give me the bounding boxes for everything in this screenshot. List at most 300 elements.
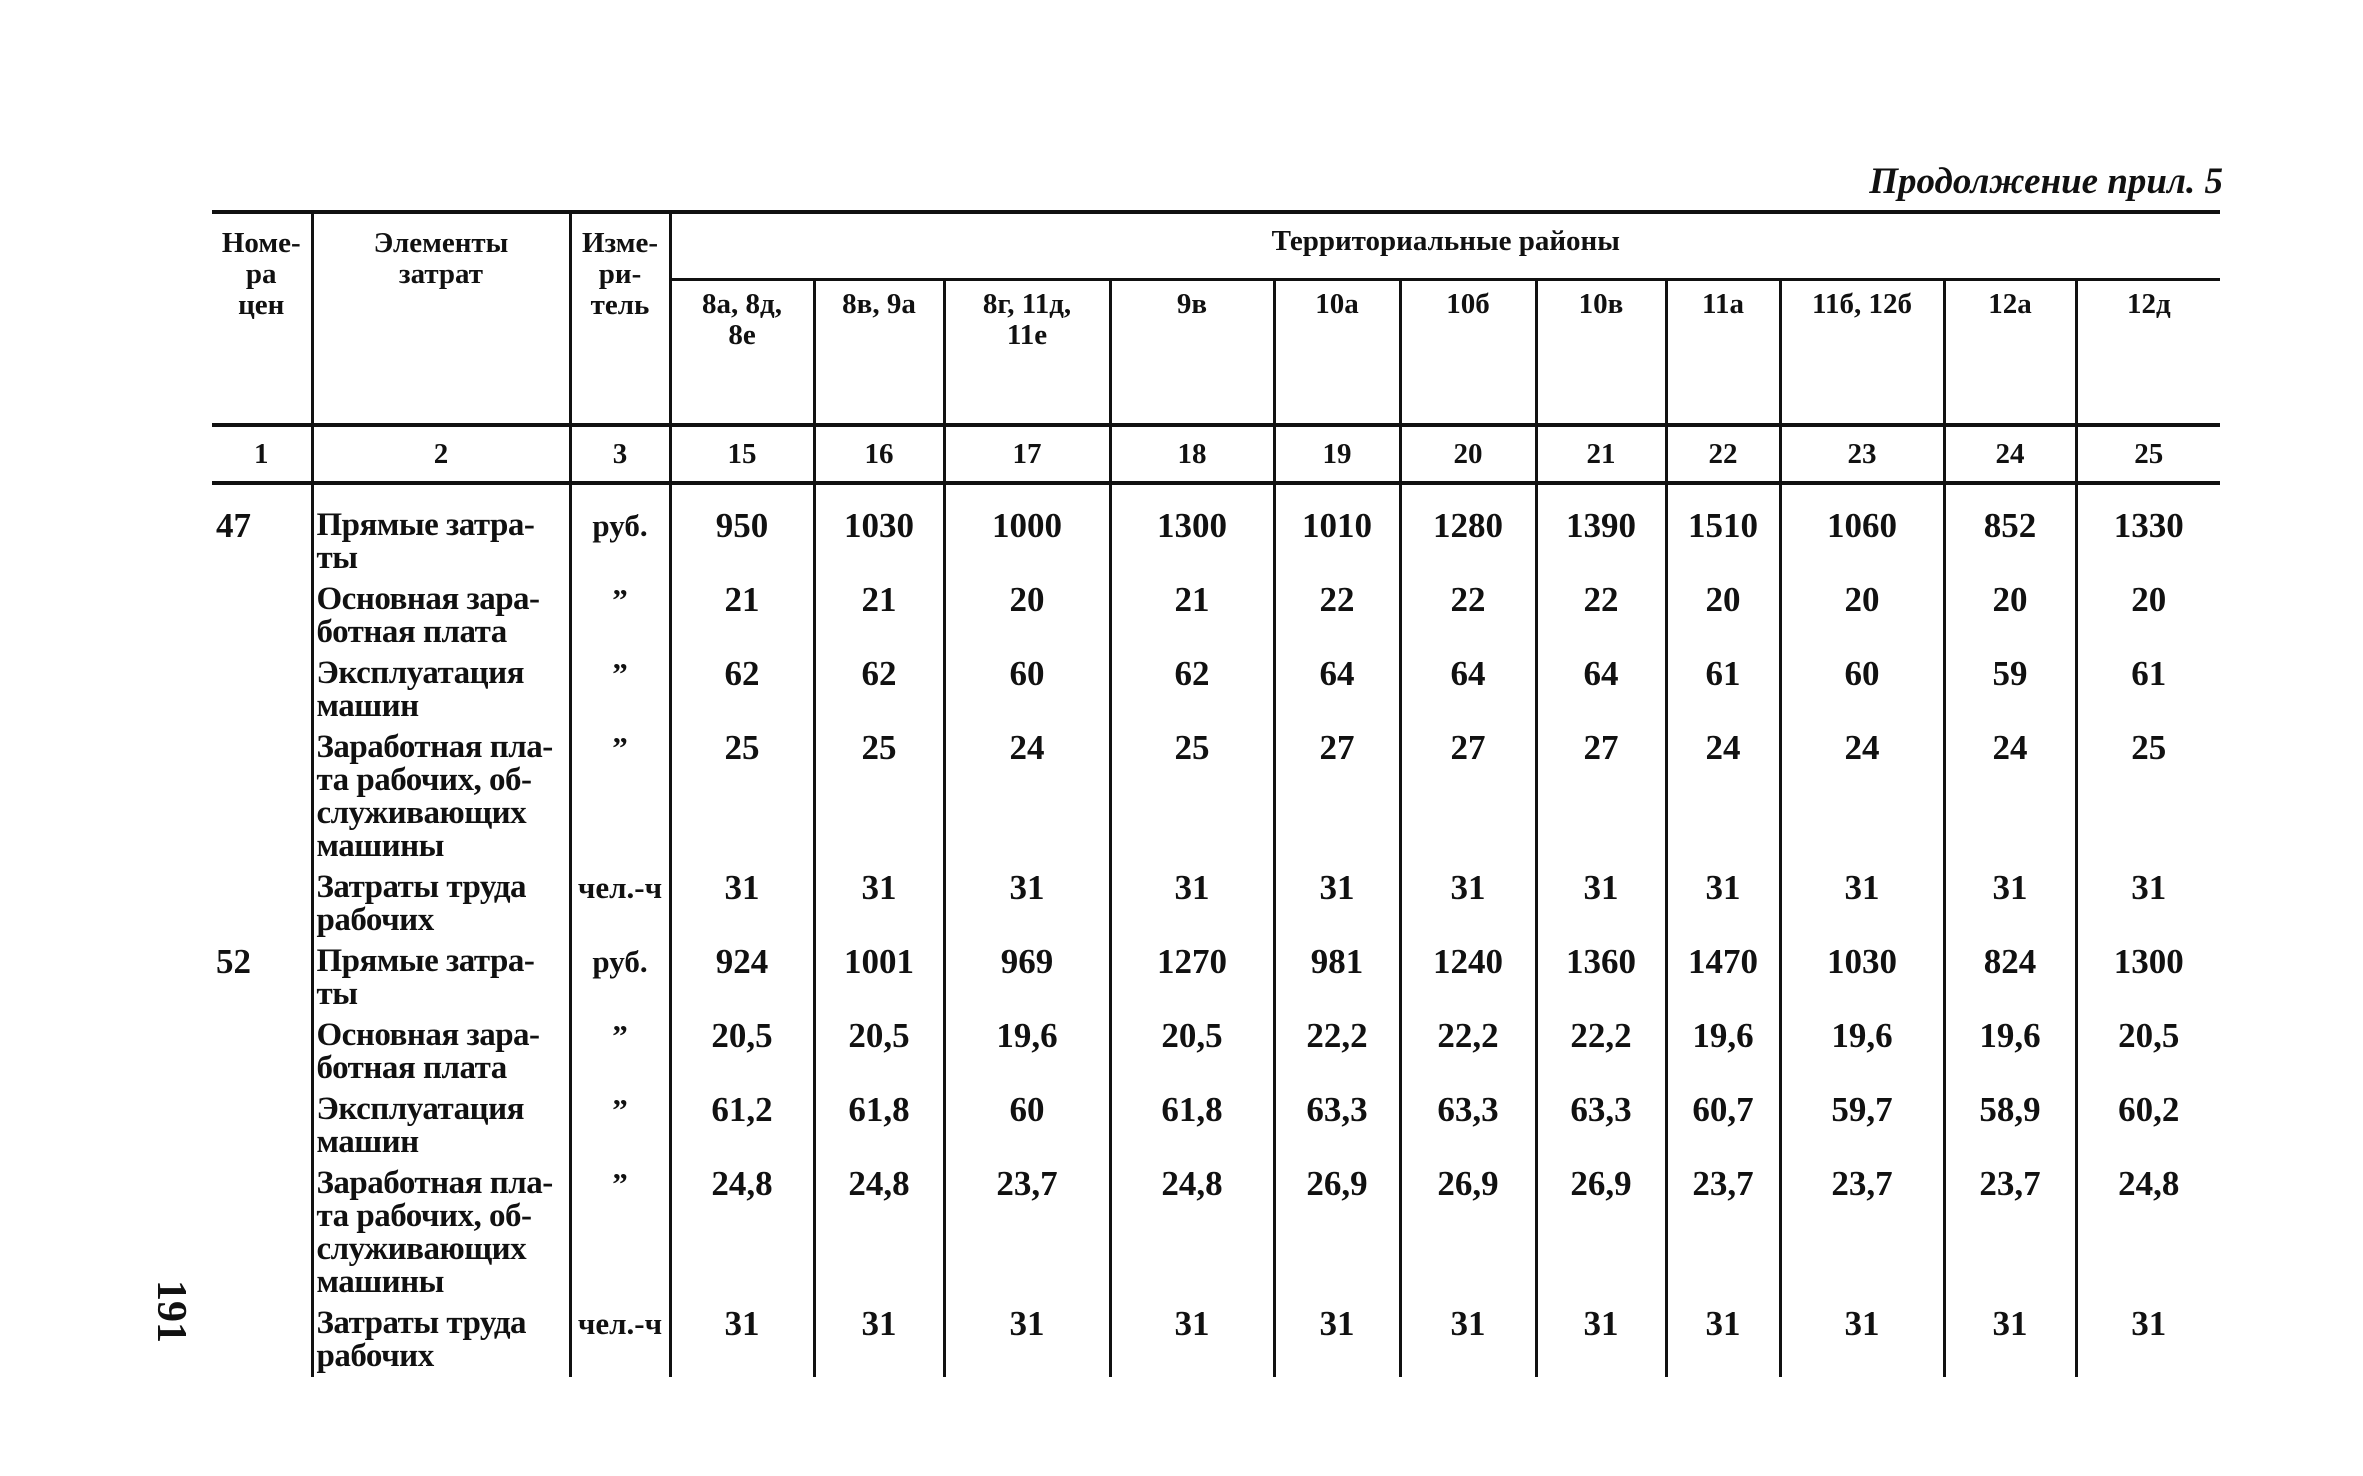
value-cell bbox=[1110, 505, 1274, 579]
value-cell-text: 31 bbox=[1450, 1304, 1486, 1343]
value-cell bbox=[814, 867, 944, 941]
value-cell-text: 61 bbox=[1705, 654, 1741, 693]
value-cell bbox=[1536, 941, 1666, 1015]
value-cell bbox=[1780, 1089, 1944, 1163]
column-number: 20 bbox=[1400, 425, 1536, 483]
value-cell-text: 62 bbox=[861, 654, 897, 693]
table-row bbox=[212, 653, 2220, 727]
header-region bbox=[1400, 280, 1536, 426]
value-cell bbox=[1780, 1303, 1944, 1377]
cost-element-cell bbox=[312, 1015, 570, 1089]
value-cell-text: 27 bbox=[1319, 728, 1355, 767]
value-cell-text: 31 bbox=[724, 1304, 760, 1343]
unit-cell-text: руб. bbox=[592, 944, 648, 979]
value-cell-text: 22,2 bbox=[1306, 1016, 1368, 1055]
value-cell-text: 31 bbox=[1319, 1304, 1355, 1343]
cost-element-cell bbox=[312, 727, 570, 867]
value-cell-text: 31 bbox=[1705, 868, 1741, 907]
price-number-cell bbox=[212, 579, 312, 653]
value-cell-text: 1390 bbox=[1566, 506, 1636, 545]
value-cell-text: 1030 bbox=[1827, 942, 1897, 981]
value-cell-text: 60 bbox=[1009, 1090, 1045, 1129]
unit-cell-text: чел.-ч bbox=[577, 870, 663, 905]
header-region-text: 10в bbox=[1578, 288, 1624, 320]
value-cell-text: 24,8 bbox=[2118, 1164, 2180, 1203]
price-number-cell bbox=[212, 727, 312, 867]
value-cell bbox=[1536, 867, 1666, 941]
unit-cell bbox=[570, 1163, 670, 1303]
value-cell bbox=[1274, 1303, 1400, 1377]
value-cell bbox=[814, 579, 944, 653]
value-cell bbox=[1666, 1163, 1780, 1303]
value-cell bbox=[814, 1303, 944, 1377]
value-cell-text: 31 bbox=[1992, 1304, 2028, 1343]
value-cell-text: 31 bbox=[1992, 868, 2028, 907]
value-cell-text: 31 bbox=[1450, 868, 1486, 907]
value-cell-text: 19,6 bbox=[1831, 1016, 1893, 1055]
value-cell-text: 20 bbox=[1009, 580, 1045, 619]
value-cell bbox=[814, 727, 944, 867]
price-number-cell bbox=[212, 941, 312, 1015]
value-cell-text: 63,3 bbox=[1306, 1090, 1368, 1129]
value-cell bbox=[1944, 1089, 2076, 1163]
value-cell bbox=[1274, 505, 1400, 579]
value-cell bbox=[1666, 941, 1780, 1015]
value-cell-text: 63,3 bbox=[1437, 1090, 1499, 1129]
header-region bbox=[814, 280, 944, 426]
value-cell bbox=[670, 941, 814, 1015]
value-cell bbox=[2076, 941, 2220, 1015]
table-row bbox=[212, 1015, 2220, 1089]
value-cell bbox=[1110, 579, 1274, 653]
value-cell bbox=[1274, 1015, 1400, 1089]
header-region bbox=[670, 280, 814, 426]
cost-element-cell bbox=[312, 1089, 570, 1163]
value-cell-text: 22 bbox=[1450, 580, 1486, 619]
value-cell-text: 62 bbox=[724, 654, 760, 693]
value-cell-text: 61,8 bbox=[1161, 1090, 1223, 1129]
table-row bbox=[212, 505, 2220, 579]
value-cell-text: 1510 bbox=[1688, 506, 1758, 545]
header-region bbox=[1944, 280, 2076, 426]
table-row bbox=[212, 579, 2220, 653]
value-cell bbox=[1536, 653, 1666, 727]
value-cell bbox=[1780, 579, 1944, 653]
value-cell bbox=[1274, 867, 1400, 941]
value-cell bbox=[1666, 1303, 1780, 1377]
value-cell-text: 31 bbox=[861, 1304, 897, 1343]
column-number: 23 bbox=[1780, 425, 1944, 483]
value-cell bbox=[1666, 727, 1780, 867]
value-cell bbox=[1400, 727, 1536, 867]
value-cell bbox=[1944, 1015, 2076, 1089]
value-cell-text: 61,2 bbox=[711, 1090, 773, 1129]
price-number-cell-text: 47 bbox=[216, 506, 251, 545]
column-number: 24 bbox=[1944, 425, 2076, 483]
cost-element-cell-text: Прямые затра- ты bbox=[316, 507, 535, 576]
value-cell-text: 61 bbox=[2131, 654, 2167, 693]
header-region bbox=[944, 280, 1110, 426]
value-cell bbox=[1944, 1163, 2076, 1303]
value-cell-text: 1280 bbox=[1433, 506, 1503, 545]
cost-element-cell bbox=[312, 653, 570, 727]
value-cell bbox=[1536, 727, 1666, 867]
column-number: 15 bbox=[670, 425, 814, 483]
value-cell bbox=[1666, 653, 1780, 727]
value-cell-text: 19,6 bbox=[1692, 1016, 1754, 1055]
value-cell bbox=[2076, 867, 2220, 941]
cost-element-cell-text: Затраты труда рабочих bbox=[316, 1305, 527, 1374]
value-cell-text: 981 bbox=[1310, 942, 1364, 981]
value-cell-text: 24 bbox=[1844, 728, 1880, 767]
value-cell bbox=[1110, 867, 1274, 941]
value-cell bbox=[814, 1015, 944, 1089]
cost-element-cell-text: Основная зара- ботная плата bbox=[316, 581, 540, 650]
value-cell-text: 64 bbox=[1450, 654, 1486, 693]
value-cell bbox=[1944, 867, 2076, 941]
cost-element-cell bbox=[312, 867, 570, 941]
table-row bbox=[212, 941, 2220, 1015]
spacer-cell bbox=[2076, 483, 2220, 505]
header-unit bbox=[570, 212, 670, 425]
value-cell-text: 31 bbox=[724, 868, 760, 907]
value-cell bbox=[1536, 1015, 1666, 1089]
value-cell-text: 19,6 bbox=[996, 1016, 1058, 1055]
value-cell bbox=[2076, 1089, 2220, 1163]
value-cell-text: 31 bbox=[1009, 1304, 1045, 1343]
header-cost-elements-text: Элементы затрат bbox=[373, 227, 509, 290]
unit-cell-text: ” bbox=[612, 1018, 628, 1053]
price-number-cell bbox=[212, 867, 312, 941]
value-cell bbox=[1536, 1303, 1666, 1377]
header-unit-text: Изме- ри- тель bbox=[581, 227, 659, 321]
table-row bbox=[212, 727, 2220, 867]
spacer-cell bbox=[1400, 483, 1536, 505]
value-cell bbox=[1400, 941, 1536, 1015]
cost-element-cell-text: Основная зара- ботная плата bbox=[316, 1017, 540, 1086]
price-table bbox=[212, 210, 2220, 1377]
value-cell-text: 20,5 bbox=[848, 1016, 910, 1055]
value-cell bbox=[1944, 579, 2076, 653]
value-cell bbox=[1666, 1089, 1780, 1163]
value-cell-text: 1001 bbox=[844, 942, 914, 981]
value-cell-text: 21 bbox=[724, 580, 760, 619]
cost-element-cell-text: Прямые затра- ты bbox=[316, 943, 535, 1012]
value-cell bbox=[1110, 1089, 1274, 1163]
value-cell-text: 64 bbox=[1319, 654, 1355, 693]
unit-cell bbox=[570, 653, 670, 727]
value-cell bbox=[814, 505, 944, 579]
value-cell bbox=[1400, 1303, 1536, 1377]
value-cell bbox=[2076, 1303, 2220, 1377]
table-row bbox=[212, 867, 2220, 941]
value-cell-text: 24,8 bbox=[711, 1164, 773, 1203]
value-cell-text: 31 bbox=[1844, 868, 1880, 907]
value-cell bbox=[1666, 1015, 1780, 1089]
value-cell-text: 1270 bbox=[1157, 942, 1227, 981]
value-cell bbox=[2076, 653, 2220, 727]
value-cell bbox=[2076, 1015, 2220, 1089]
value-cell bbox=[944, 505, 1110, 579]
header-region-text: 8а, 8д, 8е bbox=[702, 288, 782, 351]
value-cell bbox=[1944, 505, 2076, 579]
value-cell bbox=[1780, 941, 1944, 1015]
unit-cell bbox=[570, 1089, 670, 1163]
value-cell-text: 31 bbox=[1009, 868, 1045, 907]
value-cell-text: 20 bbox=[1992, 580, 2028, 619]
value-cell bbox=[814, 1089, 944, 1163]
spacer-cell bbox=[1536, 483, 1666, 505]
header-region-text: 10б bbox=[1446, 288, 1490, 320]
value-cell bbox=[814, 941, 944, 1015]
table-row bbox=[212, 1303, 2220, 1377]
value-cell-text: 22 bbox=[1583, 580, 1619, 619]
value-cell-text: 24 bbox=[1009, 728, 1045, 767]
header-cost-elements bbox=[312, 212, 570, 425]
table-row bbox=[212, 1089, 2220, 1163]
spacer-cell bbox=[1110, 483, 1274, 505]
value-cell-text: 25 bbox=[724, 728, 760, 767]
unit-cell-text: ” bbox=[612, 1166, 628, 1201]
value-cell bbox=[944, 727, 1110, 867]
value-cell-text: 24 bbox=[1705, 728, 1741, 767]
price-number-cell bbox=[212, 1303, 312, 1377]
header-region-text: 12а bbox=[1988, 288, 2032, 320]
value-cell-text: 969 bbox=[1000, 942, 1054, 981]
value-cell-text: 21 bbox=[861, 580, 897, 619]
value-cell bbox=[1780, 1015, 1944, 1089]
value-cell-text: 58,9 bbox=[1979, 1090, 2041, 1129]
column-number: 1 bbox=[212, 425, 312, 483]
value-cell bbox=[944, 867, 1110, 941]
value-cell-text: 1000 bbox=[992, 506, 1062, 545]
value-cell-text: 20,5 bbox=[2118, 1016, 2180, 1055]
value-cell bbox=[670, 1089, 814, 1163]
value-cell-text: 61,8 bbox=[848, 1090, 910, 1129]
value-cell bbox=[1666, 579, 1780, 653]
value-cell bbox=[670, 1303, 814, 1377]
value-cell-text: 26,9 bbox=[1306, 1164, 1368, 1203]
price-number-cell bbox=[212, 505, 312, 579]
table-row bbox=[212, 1163, 2220, 1303]
spacer-cell bbox=[670, 483, 814, 505]
unit-cell bbox=[570, 579, 670, 653]
value-cell-text: 27 bbox=[1450, 728, 1486, 767]
value-cell bbox=[1944, 653, 2076, 727]
unit-cell-text: ” bbox=[612, 582, 628, 617]
header-region-text: 8г, 11д, 11е bbox=[982, 288, 1072, 351]
value-cell bbox=[1780, 653, 1944, 727]
value-cell-text: 31 bbox=[1844, 1304, 1880, 1343]
value-cell-text: 924 bbox=[715, 942, 769, 981]
header-region bbox=[1666, 280, 1780, 426]
value-cell-text: 31 bbox=[1174, 868, 1210, 907]
value-cell-text: 1330 bbox=[2113, 506, 2184, 545]
spacer-cell bbox=[944, 483, 1110, 505]
value-cell-text: 60,2 bbox=[2118, 1090, 2180, 1129]
value-cell bbox=[2076, 1163, 2220, 1303]
unit-cell bbox=[570, 1303, 670, 1377]
value-cell bbox=[1110, 653, 1274, 727]
header-region-text: 10а bbox=[1315, 288, 1359, 320]
unit-cell bbox=[570, 505, 670, 579]
column-number: 3 bbox=[570, 425, 670, 483]
unit-cell-text: руб. bbox=[592, 508, 648, 543]
spacer-cell bbox=[1274, 483, 1400, 505]
value-cell-text: 1010 bbox=[1302, 506, 1372, 545]
value-cell bbox=[1110, 1015, 1274, 1089]
header-region bbox=[1780, 280, 1944, 426]
price-number-cell bbox=[212, 653, 312, 727]
cost-element-cell-text: Затраты труда рабочих bbox=[316, 869, 527, 938]
value-cell-text: 1300 bbox=[1157, 506, 1227, 545]
value-cell bbox=[1780, 1163, 1944, 1303]
value-cell-text: 27 bbox=[1583, 728, 1619, 767]
value-cell bbox=[1536, 505, 1666, 579]
value-cell bbox=[944, 653, 1110, 727]
value-cell-text: 23,7 bbox=[1979, 1164, 2041, 1203]
value-cell bbox=[944, 1163, 1110, 1303]
value-cell-text: 25 bbox=[1174, 728, 1210, 767]
cost-element-cell bbox=[312, 505, 570, 579]
value-cell-text: 824 bbox=[1983, 942, 2037, 981]
price-number-cell bbox=[212, 1089, 312, 1163]
value-cell bbox=[1536, 579, 1666, 653]
value-cell-text: 22 bbox=[1319, 580, 1355, 619]
header-territorial-regions: Территориальные районы bbox=[670, 212, 2220, 280]
value-cell-text: 1240 bbox=[1433, 942, 1503, 981]
value-cell bbox=[1944, 941, 2076, 1015]
column-number: 17 bbox=[944, 425, 1110, 483]
unit-cell-text: ” bbox=[612, 730, 628, 765]
value-cell bbox=[1944, 1303, 2076, 1377]
value-cell-text: 20 bbox=[1844, 580, 1880, 619]
value-cell-text: 21 bbox=[1174, 580, 1210, 619]
value-cell bbox=[670, 1163, 814, 1303]
column-number: 21 bbox=[1536, 425, 1666, 483]
value-cell bbox=[670, 505, 814, 579]
value-cell-text: 31 bbox=[2131, 1304, 2167, 1343]
column-number: 16 bbox=[814, 425, 944, 483]
value-cell bbox=[670, 1015, 814, 1089]
spacer-cell bbox=[570, 483, 670, 505]
value-cell-text: 23,7 bbox=[1692, 1164, 1754, 1203]
value-cell-text: 19,6 bbox=[1979, 1016, 2041, 1055]
column-number: 22 bbox=[1666, 425, 1780, 483]
cost-element-cell bbox=[312, 1163, 570, 1303]
value-cell-text: 31 bbox=[1174, 1304, 1210, 1343]
value-cell bbox=[814, 1163, 944, 1303]
unit-cell bbox=[570, 867, 670, 941]
unit-cell bbox=[570, 727, 670, 867]
cost-element-cell-text: Заработная пла- та рабочих, об- служивающих машины bbox=[316, 1165, 553, 1300]
column-number: 19 bbox=[1274, 425, 1400, 483]
value-cell bbox=[1944, 727, 2076, 867]
header-region-text: 12д bbox=[2126, 288, 2171, 320]
value-cell-text: 1060 bbox=[1827, 506, 1897, 545]
value-cell bbox=[1400, 1163, 1536, 1303]
value-cell bbox=[2076, 727, 2220, 867]
header-region-text: 8в, 9а bbox=[842, 288, 916, 320]
value-cell bbox=[944, 1089, 1110, 1163]
value-cell-text: 950 bbox=[715, 506, 769, 545]
unit-cell-text: ” bbox=[612, 1092, 628, 1127]
value-cell bbox=[1274, 653, 1400, 727]
value-cell bbox=[1780, 727, 1944, 867]
column-number: 25 bbox=[2076, 425, 2220, 483]
header-region bbox=[1274, 280, 1400, 426]
value-cell bbox=[1274, 941, 1400, 1015]
value-cell bbox=[2076, 579, 2220, 653]
header-region-text: 9в bbox=[1176, 288, 1208, 320]
cost-element-cell-text: Эксплуатация машин bbox=[316, 655, 524, 724]
header-price-number-text: Номе- ра цен bbox=[221, 227, 301, 321]
value-cell bbox=[1274, 579, 1400, 653]
header-price-number bbox=[212, 212, 312, 425]
value-cell bbox=[1400, 867, 1536, 941]
value-cell bbox=[1666, 867, 1780, 941]
value-cell bbox=[944, 1303, 1110, 1377]
spacer-cell bbox=[1666, 483, 1780, 505]
value-cell bbox=[670, 867, 814, 941]
unit-cell-text: ” bbox=[612, 656, 628, 691]
value-cell bbox=[1274, 1163, 1400, 1303]
price-number-cell bbox=[212, 1163, 312, 1303]
value-cell-text: 60 bbox=[1844, 654, 1880, 693]
header-region bbox=[1536, 280, 1666, 426]
value-cell-text: 31 bbox=[2131, 868, 2167, 907]
value-cell-text: 62 bbox=[1174, 654, 1210, 693]
value-cell-text: 20 bbox=[1705, 580, 1741, 619]
value-cell-text: 31 bbox=[1705, 1304, 1741, 1343]
header-region bbox=[2076, 280, 2220, 426]
value-cell-text: 23,7 bbox=[996, 1164, 1058, 1203]
value-cell bbox=[1780, 505, 1944, 579]
page-number: 191 bbox=[148, 1280, 194, 1343]
unit-cell-text: чел.-ч bbox=[577, 1306, 663, 1341]
spacer-cell bbox=[1944, 483, 2076, 505]
value-cell bbox=[1666, 505, 1780, 579]
value-cell bbox=[1400, 653, 1536, 727]
cost-element-cell bbox=[312, 941, 570, 1015]
spacer-cell bbox=[1780, 483, 1944, 505]
value-cell-text: 1360 bbox=[1566, 942, 1636, 981]
value-cell bbox=[2076, 505, 2220, 579]
value-cell bbox=[1400, 579, 1536, 653]
value-cell bbox=[1110, 1303, 1274, 1377]
value-cell-text: 22,2 bbox=[1570, 1016, 1632, 1055]
value-cell-text: 31 bbox=[1319, 868, 1355, 907]
value-cell bbox=[1274, 727, 1400, 867]
header-region bbox=[1110, 280, 1274, 426]
value-cell bbox=[1274, 1089, 1400, 1163]
value-cell-text: 26,9 bbox=[1570, 1164, 1632, 1203]
value-cell bbox=[1110, 1163, 1274, 1303]
value-cell-text: 24,8 bbox=[848, 1164, 910, 1203]
continuation-label: Продолжение прил. 5 bbox=[1869, 161, 2223, 202]
value-cell bbox=[670, 579, 814, 653]
value-cell-text: 63,3 bbox=[1570, 1090, 1632, 1129]
value-cell-text: 1030 bbox=[844, 506, 914, 545]
value-cell bbox=[1780, 867, 1944, 941]
value-cell-text: 20,5 bbox=[1161, 1016, 1223, 1055]
header-region-text: 11б, 12б bbox=[1812, 288, 1912, 320]
spacer-cell bbox=[814, 483, 944, 505]
value-cell-text: 64 bbox=[1583, 654, 1619, 693]
value-cell-text: 31 bbox=[861, 868, 897, 907]
value-cell-text: 20 bbox=[2131, 580, 2167, 619]
value-cell bbox=[1536, 1163, 1666, 1303]
